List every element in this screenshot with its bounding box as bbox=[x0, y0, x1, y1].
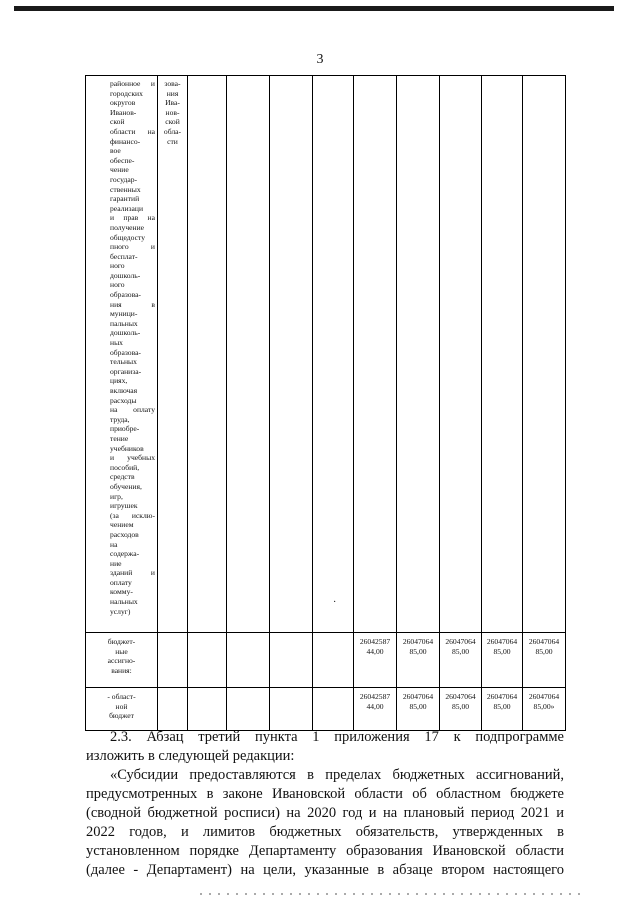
label-line: - област- bbox=[107, 692, 136, 701]
description-line: ного bbox=[110, 280, 125, 290]
description-line: (за исклю- bbox=[110, 510, 155, 520]
regional-budget-label bbox=[86, 688, 158, 731]
table-row bbox=[86, 76, 566, 633]
budget-allocations-label bbox=[86, 633, 158, 688]
text-line: изложить в следующей редакции: bbox=[86, 748, 295, 764]
description-line: оплату bbox=[110, 577, 132, 587]
administrator-line: Ива- bbox=[165, 98, 180, 108]
administrator-cell bbox=[158, 76, 188, 633]
description-line: комму- bbox=[110, 587, 133, 597]
description-line: ния в bbox=[110, 299, 155, 309]
description-line: приобре- bbox=[110, 424, 140, 434]
description-line: ного bbox=[110, 261, 125, 271]
description-line: труда, bbox=[110, 414, 130, 424]
description-line: тельных bbox=[110, 357, 137, 367]
description-line: получение bbox=[110, 222, 145, 232]
description-line: организа- bbox=[110, 366, 142, 376]
description-line: районное и bbox=[110, 79, 155, 88]
description-line: игрушек bbox=[110, 501, 138, 511]
text-line: (далее - Департамент) на цели, указанные в абзаце втором настоящего bbox=[86, 862, 564, 878]
description-line: образова- bbox=[110, 347, 141, 357]
scan-speck: · bbox=[333, 597, 337, 608]
description-line: дошколь- bbox=[110, 270, 141, 280]
description-line: гарантий bbox=[110, 194, 140, 204]
description-line: ние bbox=[110, 558, 122, 568]
value-cell: 26047064 85,00 bbox=[523, 633, 566, 688]
description-line: зданий и bbox=[110, 568, 155, 578]
description-line: реализаци bbox=[110, 203, 144, 213]
description-line: учебников bbox=[110, 443, 144, 453]
description-line: округов bbox=[110, 98, 136, 108]
administrator-line: обла- bbox=[163, 126, 182, 136]
description-line: пальных bbox=[110, 318, 138, 328]
value-cell: 26042587 44,00 bbox=[354, 688, 397, 731]
description-line: ской bbox=[110, 117, 125, 127]
page-number: 3 bbox=[316, 52, 324, 67]
value-cell: 26047064 85,00 bbox=[397, 688, 440, 731]
description-line: и прав на bbox=[110, 213, 155, 223]
scan-top-border bbox=[14, 6, 614, 11]
label-line: ной bbox=[115, 701, 128, 711]
value-cell: 26047064 85,00 bbox=[397, 633, 440, 688]
description-line: циях, bbox=[110, 376, 128, 386]
text-line: установленном порядке Департаменту образования Ивановской области bbox=[86, 843, 564, 859]
label-line: бюджет- bbox=[107, 637, 136, 646]
paragraph-subsidies bbox=[86, 766, 564, 880]
value-cell: 26042587 44,00 bbox=[354, 633, 397, 688]
description-line: ных bbox=[110, 338, 123, 348]
description-line: игр, bbox=[110, 491, 123, 501]
text-line: предусмотренных в законе Ивановской области об областном бюджете bbox=[86, 786, 564, 802]
value-cell: 26047064 85,00 bbox=[482, 633, 523, 688]
table-row bbox=[86, 688, 566, 731]
value-cell: 26047064 85,00» bbox=[523, 688, 566, 731]
description-line: и учебных bbox=[110, 453, 155, 463]
description-line: образова- bbox=[110, 290, 141, 300]
description-line: муници- bbox=[110, 309, 138, 319]
description-line: включая bbox=[110, 386, 138, 395]
description-line: общедосту bbox=[110, 232, 146, 242]
administrator-line: ния bbox=[166, 88, 179, 98]
description-line: пного и bbox=[110, 242, 155, 252]
label-line: ассигно- bbox=[107, 656, 136, 666]
table-row bbox=[86, 633, 566, 688]
description-line: финансо- bbox=[110, 136, 141, 146]
description-line: средств bbox=[110, 472, 135, 482]
administrator-line: зова- bbox=[164, 79, 181, 88]
description-cell bbox=[86, 76, 158, 633]
scan-bottom-noise bbox=[200, 893, 580, 895]
value-cell: 26047064 85,00 bbox=[482, 688, 523, 731]
description-line: обеспе- bbox=[110, 155, 135, 165]
description-line: пособий, bbox=[110, 462, 140, 472]
description-line: нальных bbox=[110, 597, 138, 607]
description-line: содержа- bbox=[110, 549, 140, 559]
value-cell: 26047064 85,00 bbox=[440, 633, 482, 688]
text-line: (сводной бюджетной росписи) на 2020 год и на плановый период 2021 и bbox=[86, 805, 564, 821]
text-line: «Субсидии предоставляются в пределах бюджетных ассигнований, bbox=[110, 767, 564, 783]
description-line: вое bbox=[110, 146, 121, 156]
description-line: области на bbox=[110, 126, 155, 136]
description-line: городских bbox=[110, 88, 143, 98]
description-line: чением bbox=[110, 520, 134, 530]
label-line: ные bbox=[115, 646, 128, 656]
description-line: ственных bbox=[110, 184, 141, 194]
value-cell: 26047064 85,00 bbox=[440, 688, 482, 731]
budget-table bbox=[85, 75, 566, 731]
paragraph-amendment bbox=[86, 728, 564, 766]
text-line: 2022 годов, и лимитов бюджетных обязательств, утвержденных в bbox=[86, 824, 564, 840]
description-line: расходы bbox=[110, 395, 137, 405]
label-line: бюджет bbox=[109, 711, 134, 721]
description-line: государ- bbox=[110, 174, 138, 184]
description-line: тение bbox=[110, 433, 129, 443]
administrator-line: ской bbox=[165, 117, 180, 127]
administrator-line: нов- bbox=[165, 107, 180, 117]
text-line: 2.3. Абзац третий пункта 1 приложения 17 к подпрограмме bbox=[110, 729, 564, 745]
description-line: услуг) bbox=[110, 606, 131, 616]
description-line: на bbox=[110, 539, 118, 549]
description-line: обучения, bbox=[110, 481, 142, 491]
description-line: чение bbox=[110, 165, 129, 175]
description-line: на оплату bbox=[110, 405, 155, 415]
label-line: вания: bbox=[111, 665, 132, 675]
description-line: расходов bbox=[110, 529, 139, 539]
description-line: Иванов- bbox=[110, 107, 137, 117]
description-line: дошколь- bbox=[110, 328, 141, 338]
description-line: бесплат- bbox=[110, 251, 138, 261]
administrator-line: сти bbox=[167, 136, 178, 146]
